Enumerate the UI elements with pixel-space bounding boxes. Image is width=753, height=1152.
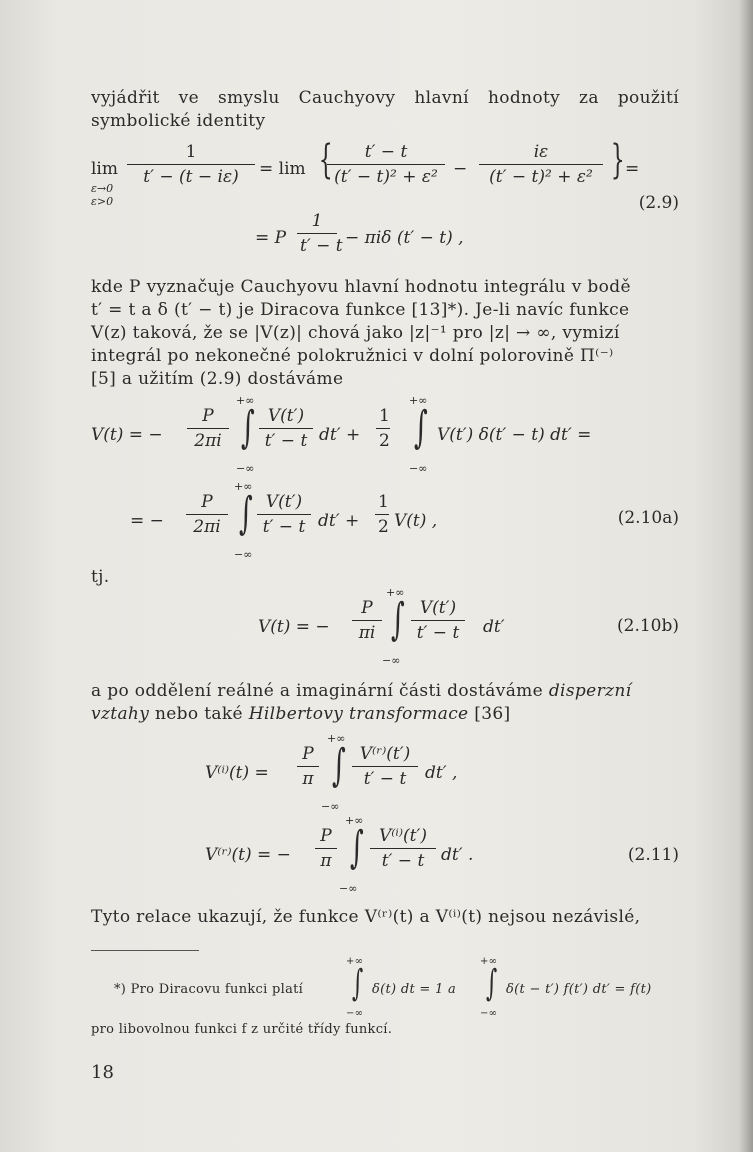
- paragraph-intro: vyjádřit ve smyslu Cauchyovy hlavní hodnoty za použití symbolické identity: [91, 88, 679, 131]
- footnote-integral-1: ∫: [352, 963, 364, 1004]
- paragraph-cauchy-line4: integrál po nekonečné polokružnici v dolní polorovině Π⁽⁻⁾: [91, 346, 614, 366]
- equation-2-9-line2: = P $\frac{1}{t' - t}$ − πiδ (t′ − t) ,: [255, 211, 464, 256]
- paragraph-cauchy-line3: V(z) taková, že se |V(z)| chová jako |z|⁻¹ pro |z| → ∞, vymizí: [91, 323, 620, 343]
- equation-2-9-tag: (2.9): [638, 193, 679, 213]
- footnote-int2-lower: −∞: [480, 1008, 498, 1019]
- footnote-integral-2: ∫: [486, 963, 498, 1004]
- footnote-line2: pro libovolnou funkci f z určité třídy funkcí.: [91, 1022, 393, 1037]
- paragraph-dispersion-line2: vztahy nebo také Hilbertovy transformace [36]: [91, 704, 511, 724]
- equation-2-11-line2: V⁽ʳ⁾(t) = − $\frac{P}{\pi}$ +∞ ∫ −∞ $\frac{\text{V⁽ⁱ⁾(t′)}}{t' - t}$ dt′ .: [205, 814, 474, 895]
- equation-2-10b-tag: (2.10b): [617, 616, 679, 636]
- footnote-line1-end: δ(t − t′) f(t′) dt′ = f(t): [506, 982, 652, 997]
- footnote-int1-upper: +∞: [346, 956, 364, 967]
- equation-2-10a-line1: V(t) = − $\frac{P}{2\pi i}$ +∞ ∫ −∞ $\frac{V(t')}{t' - t}$ dt′ + $\frac{1}{2}$ +∞ ∫ −∞ V(t′) δ(t′ − t) dt′ =: [91, 394, 592, 475]
- equation-2-9-line1: lim ε→0 ε>0 $\frac{1}{t' - (t - i\varepsilon)}$ = lim { $\frac{t' - t}{\text{(t′ − t)² + ε²}}$ − $\frac{i\varepsilon}{\text{(t′ − t)² + ε²}}$ } =: [91, 137, 640, 208]
- equation-2-10a-line2: = − $\frac{P}{2\pi i}$ +∞ ∫ −∞ $\frac{V(t')}{t' - t}$ dt′ + $\frac{1}{2}$ V(t) ,: [130, 480, 438, 561]
- page-edge-shadow: [739, 0, 753, 1152]
- footnote-line1-prefix: *) Pro Diracovu funkci platí: [114, 982, 304, 997]
- paragraph-dispersion-line1: a po oddělení reálné a imaginární části dostáváme disperzní: [91, 681, 632, 701]
- page-number: 18: [91, 1062, 114, 1083]
- equation-2-10b: V(t) = − $\frac{P}{\pi i}$ +∞ ∫ −∞ $\frac{V(t')}{t' - t}$ dt′: [258, 586, 505, 667]
- paragraph-cauchy-line5: [5] a užitím (2.9) dostáváme: [91, 369, 344, 389]
- footnote-separator: [91, 950, 199, 951]
- paragraph-cauchy-line1: kde P vyznačuje Cauchyovu hlavní hodnotu integrálu v bodě: [91, 277, 631, 297]
- equation-2-11-tag: (2.11): [627, 845, 679, 865]
- footnote-int2-upper: +∞: [480, 956, 498, 967]
- paragraph-cauchy-line2: t′ = t a δ (t′ − t) je Diracova funkce [13]*). Je-li navíc funkce: [91, 300, 630, 320]
- footnote-line1-mid: δ(t) dt = 1 a: [372, 982, 457, 997]
- equation-2-11-line1: V⁽ⁱ⁾(t) = $\frac{P}{\pi}$ +∞ ∫ −∞ $\frac{\text{V⁽ʳ⁾(t′)}}{t' - t}$ dt′ ,: [205, 732, 458, 813]
- footnote-int1-lower: −∞: [346, 1008, 364, 1019]
- paragraph-relations: Tyto relace ukazují, že funkce V⁽ʳ⁾(t) a V⁽ⁱ⁾(t) nejsou nezávislé,: [91, 907, 641, 927]
- equation-2-10a-tag: (2.10a): [617, 508, 679, 528]
- paragraph-tj: tj.: [91, 567, 110, 587]
